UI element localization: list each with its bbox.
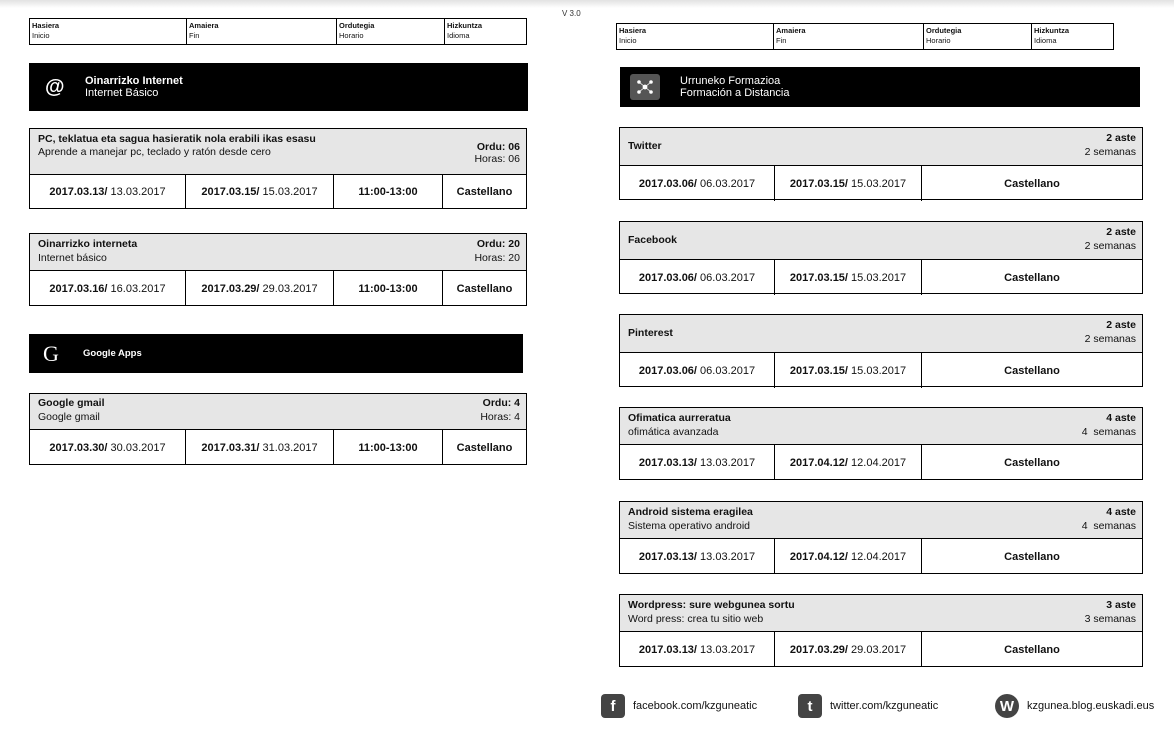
language-cell: Castellano: [1004, 550, 1060, 563]
banner-subtitle: Formación a Distancia: [680, 87, 790, 99]
wordpress-icon: W: [995, 694, 1019, 718]
start-date-eu: 2017.03.06/: [638, 177, 697, 190]
start-date-eu: 2017.03.16/: [49, 282, 108, 295]
end-date-es: 12.04.2017: [848, 456, 907, 469]
google-apps-banner: [29, 334, 523, 373]
right-header-table: [616, 23, 1114, 50]
start-date-es: 06.03.2017: [697, 177, 756, 190]
ordutegia-label: Ordutegia: [339, 21, 375, 30]
footer-blog[interactable]: [995, 694, 1154, 718]
start-date-es: 13.03.2017: [107, 185, 166, 198]
course-card: [29, 233, 527, 306]
end-date-es: 15.03.2017: [848, 364, 907, 377]
duration-es: 2 semanas: [1084, 146, 1136, 158]
fin-label: Fin: [189, 31, 200, 40]
end-date-eu: 2017.03.15/: [789, 177, 848, 190]
start-date-es: 13.03.2017: [697, 550, 756, 563]
start-date-es: 13.03.2017: [697, 456, 756, 469]
hasiera-label: Hasiera: [619, 26, 647, 35]
twitter-link[interactable]: twitter.com/kzguneatic: [830, 700, 939, 712]
course-card: [619, 594, 1143, 667]
network-icon: [630, 74, 660, 100]
end-date-eu: 2017.04.12/: [789, 456, 848, 469]
language-cell: Castellano: [456, 282, 513, 295]
duration-es: 4 semanas: [1081, 426, 1136, 438]
left-header-table: [29, 18, 527, 45]
course-card: [619, 501, 1143, 574]
formacion-distancia-banner: [620, 67, 1140, 107]
footer-facebook[interactable]: [601, 694, 757, 718]
duration-eu: 2 aste: [1106, 132, 1136, 144]
idioma-label: Idioma: [447, 31, 470, 40]
horario-label: Horario: [339, 31, 364, 40]
course-card: [29, 128, 527, 209]
banner-title: Oinarrizko Internet: [85, 75, 183, 87]
footer-twitter[interactable]: [798, 694, 938, 718]
facebook-link[interactable]: facebook.com/kzguneatic: [633, 700, 758, 712]
amaiera-label: Amaiera: [189, 21, 219, 30]
course-title: Google gmail: [38, 397, 105, 409]
hizkuntza-label: Hizkuntza: [1034, 26, 1070, 35]
start-date-es: 30.03.2017: [107, 441, 166, 454]
banner-title: Urruneko Formazioa: [680, 75, 781, 87]
hours-es: Horas: 4: [480, 411, 520, 423]
end-date-es: 29.03.2017: [259, 282, 318, 295]
top-shade: [0, 0, 1174, 8]
end-date-es: 12.04.2017: [848, 550, 907, 563]
course-title: Pinterest: [628, 327, 673, 339]
end-date-eu: 2017.03.15/: [789, 364, 848, 377]
version-label: V 3.0: [562, 9, 581, 18]
course-title: Android sistema eragilea: [628, 506, 753, 518]
start-date-eu: 2017.03.13/: [49, 185, 108, 198]
start-date-es: 06.03.2017: [697, 271, 756, 284]
end-date-es: 15.03.2017: [848, 271, 907, 284]
amaiera-label: Amaiera: [776, 26, 806, 35]
language-cell: Castellano: [1004, 364, 1060, 377]
start-date-eu: 2017.03.06/: [638, 364, 697, 377]
language-cell: Castellano: [1004, 456, 1060, 469]
inicio-label: Inicio: [619, 36, 637, 45]
fin-label: Fin: [776, 36, 787, 45]
hasiera-label: Hasiera: [32, 21, 60, 30]
end-date-eu: 2017.03.31/: [201, 441, 260, 454]
network-icon-svg: [630, 74, 660, 100]
end-date-es: 29.03.2017: [848, 643, 907, 656]
hours-eu: Ordu: 4: [482, 397, 520, 409]
hours-eu: Ordu: 06: [476, 141, 520, 153]
end-date-eu: 2017.03.29/: [201, 282, 260, 295]
idioma-label: Idioma: [1034, 36, 1057, 45]
course-title: PC, teklatua eta sagua hasieratik nola erabili ikas esasu: [38, 133, 316, 145]
course-card: [619, 407, 1143, 480]
time-cell: 11:00-13:00: [334, 175, 443, 208]
course-title: Twitter: [628, 140, 662, 152]
duration-es: 2 semanas: [1084, 240, 1136, 252]
end-date-es: 31.03.2017: [259, 441, 318, 454]
course-subtitle: ofimática avanzada: [628, 426, 719, 438]
duration-eu: 4 aste: [1106, 506, 1136, 518]
language-cell: Castellano: [1004, 271, 1060, 284]
course-subtitle: Internet básico: [38, 252, 107, 264]
course-subtitle: Sistema operativo android: [628, 520, 750, 532]
hours-es: Horas: 20: [474, 252, 520, 264]
duration-eu: 2 aste: [1106, 226, 1136, 238]
language-cell: Castellano: [1004, 177, 1060, 190]
course-card: [619, 127, 1143, 200]
language-cell: Castellano: [1004, 643, 1060, 656]
inicio-label: Inicio: [32, 31, 50, 40]
start-date-eu: 2017.03.13/: [638, 456, 697, 469]
course-subtitle: Word press: crea tu sitio web: [628, 613, 764, 625]
start-date-es: 13.03.2017: [697, 643, 756, 656]
hizkuntza-label: Hizkuntza: [447, 21, 483, 30]
duration-eu: 4 aste: [1106, 412, 1136, 424]
course-title: Oinarrizko interneta: [38, 238, 138, 250]
at-icon: @: [45, 75, 65, 98]
blog-link[interactable]: kzgunea.blog.euskadi.eus: [1027, 700, 1155, 712]
end-date-eu: 2017.03.29/: [789, 643, 848, 656]
course-subtitle: Google gmail: [38, 411, 100, 423]
course-title: Ofimatica aurreratua: [628, 412, 731, 424]
end-date-eu: 2017.03.15/: [201, 185, 260, 198]
start-date-eu: 2017.03.30/: [49, 441, 108, 454]
ordutegia-label: Ordutegia: [926, 26, 962, 35]
language-cell: Castellano: [456, 185, 513, 198]
duration-es: 3 semanas: [1084, 613, 1136, 625]
facebook-icon: f: [601, 694, 625, 718]
hours-es: Horas: 06: [474, 153, 520, 165]
course-subtitle: Aprende a manejar pc, teclado y ratón desde cero: [38, 146, 271, 158]
hours-eu: Ordu: 20: [476, 238, 520, 250]
course-title: Facebook: [628, 234, 678, 246]
course-title: Wordpress: sure webgunea sortu: [628, 599, 795, 611]
start-date-es: 06.03.2017: [697, 364, 756, 377]
duration-eu: 2 aste: [1106, 319, 1136, 331]
banner-subtitle: Internet Básico: [85, 87, 159, 99]
time-cell: 11:00-13:00: [334, 271, 443, 306]
end-date-eu: 2017.03.15/: [789, 271, 848, 284]
google-icon: G: [43, 340, 59, 366]
end-date-es: 15.03.2017: [848, 177, 907, 190]
language-cell: Castellano: [456, 441, 513, 454]
twitter-icon: t: [798, 694, 822, 718]
end-date-eu: 2017.04.12/: [789, 550, 848, 563]
duration-eu: 3 aste: [1106, 599, 1136, 611]
internet-basico-banner: [29, 63, 528, 111]
course-card: [29, 393, 527, 465]
horario-label: Horario: [926, 36, 951, 45]
start-date-eu: 2017.03.13/: [638, 643, 697, 656]
duration-es: 2 semanas: [1084, 333, 1136, 345]
start-date-eu: 2017.03.06/: [638, 271, 697, 284]
start-date-es: 16.03.2017: [107, 282, 166, 295]
course-card: [619, 314, 1143, 387]
banner-title: Google Apps: [83, 348, 142, 359]
duration-es: 4 semanas: [1081, 520, 1136, 532]
end-date-es: 15.03.2017: [259, 185, 318, 198]
course-card: [619, 221, 1143, 294]
time-cell: 11:00-13:00: [334, 430, 443, 465]
start-date-eu: 2017.03.13/: [638, 550, 697, 563]
